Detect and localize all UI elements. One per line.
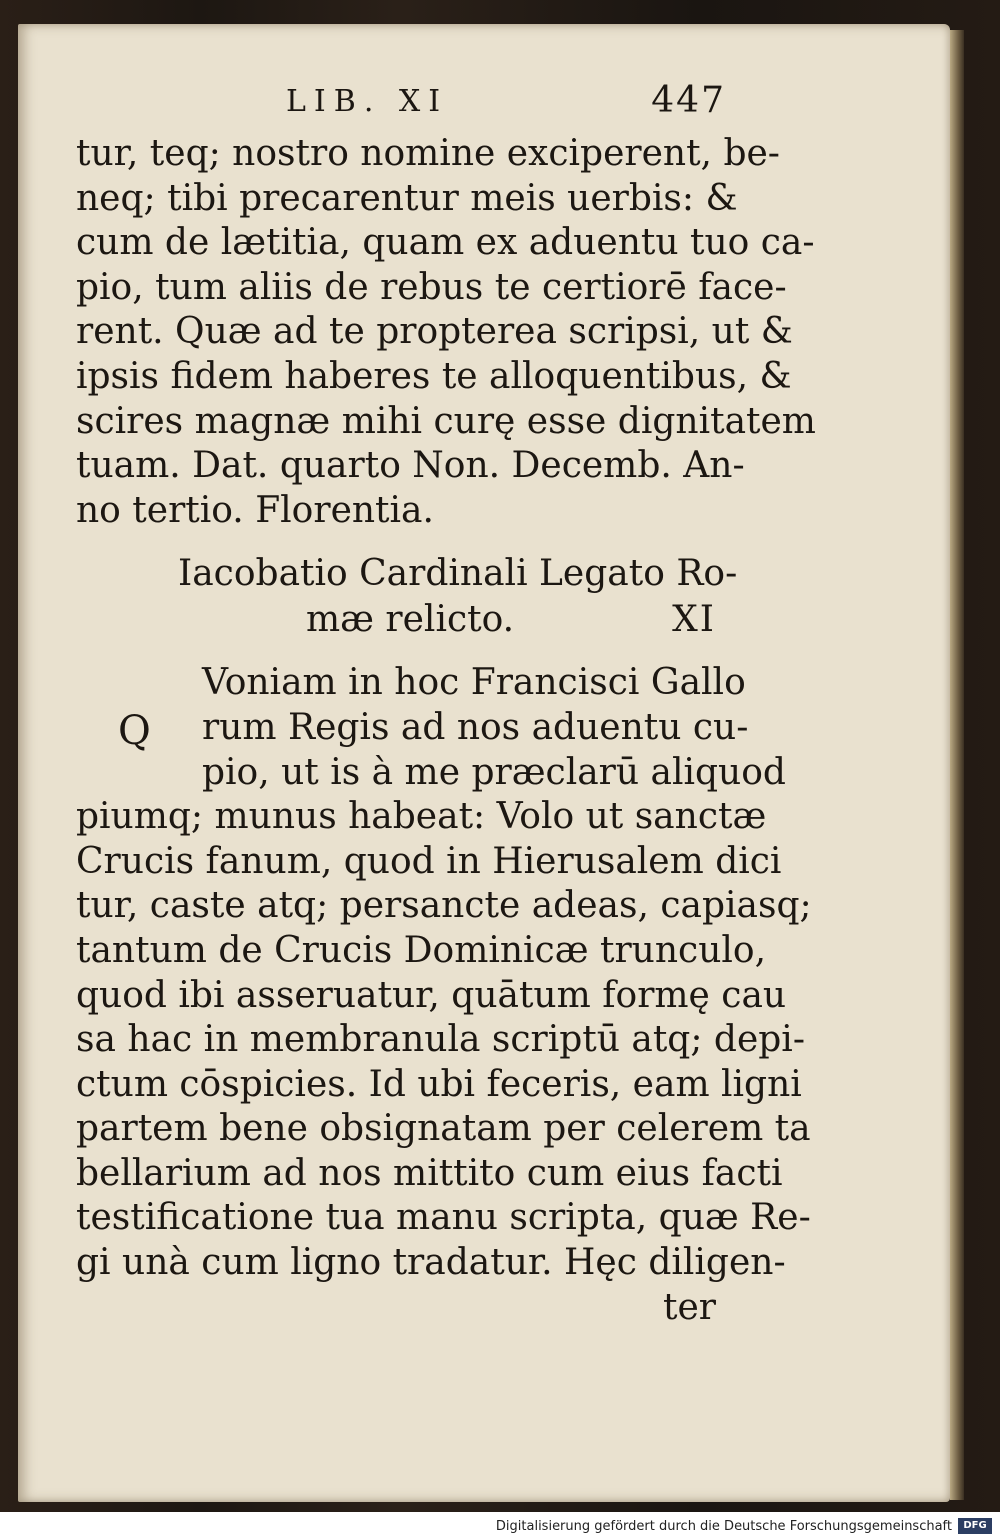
text-line: tantum de Crucis Dominicæ trunculo, <box>76 929 767 971</box>
heading-line-text: mæ relicto. <box>306 599 515 641</box>
running-head <box>76 72 736 132</box>
page-edge <box>950 30 964 1500</box>
text-line: ctum cōspicies. Id ubi feceris, eam ligni <box>76 1063 802 1105</box>
text-line: quod ibi asseruatur, quātum formę cau <box>76 974 787 1016</box>
text-line: pio, ut is à me præclarū aliquod <box>202 751 786 793</box>
dfg-logo: DFG <box>958 1518 992 1534</box>
text-line: ipsis fidem haberes te alloquentibus, & <box>76 355 792 397</box>
footer-bar <box>0 1512 1000 1540</box>
catchword: ter <box>663 1286 716 1328</box>
text-line: tur, teq; nostro nomine exciperent, be- <box>76 133 780 174</box>
text-line: testificatione tua manu scripta, quæ Re- <box>76 1197 811 1239</box>
letter-heading <box>76 551 736 643</box>
initial-letter: Q <box>118 708 151 755</box>
letter-number: XI <box>672 599 716 641</box>
indented-lines <box>76 661 786 795</box>
text-line: rum Regis ad nos aduentu cu- <box>202 706 749 748</box>
text-block <box>76 72 816 1330</box>
text-line: cum de lætitia, quam ex aduentu tuo ca- <box>76 222 815 264</box>
page-number: 447 <box>651 80 726 121</box>
letter-body <box>76 661 812 1330</box>
text-line: Voniam in hoc Francisci Gallo <box>202 662 746 704</box>
text-line: tur, caste atq; persancte adeas, capiasq; <box>76 885 812 927</box>
text-line: gi unà cum ligno tradatur. Hęc diligen- <box>76 1242 786 1284</box>
heading-line: Iacobatio Cardinali Legato Ro- <box>178 553 738 595</box>
book-number: LIB. XI <box>286 84 449 119</box>
text-line: Crucis fanum, quod in Hierusalem dici <box>76 840 782 882</box>
text-line: partem bene obsignatam per celerem ta <box>76 1108 811 1150</box>
text-line: pio, tum aliis de rebus te certiorē face- <box>76 266 787 308</box>
continuation-paragraph <box>76 132 816 533</box>
text-line: rent. Quæ ad te propterea scripsi, ut & <box>76 311 793 353</box>
text-line: piumq; munus habeat: Volo ut sanctæ <box>76 796 767 838</box>
text-line: scires magnæ mihi curę esse dignitatem <box>76 400 816 442</box>
text-line: sa hac in membranula scriptū atq; depi- <box>76 1019 805 1061</box>
text-line: neq; tibi precarentur meis uerbis: & <box>76 177 738 219</box>
text-line: no tertio. Florentia. <box>76 489 434 531</box>
funding-credit: Digitalisierung gefördert durch die Deutsche Forschungsgemeinschaft <box>495 1519 952 1534</box>
text-line: tuam. Dat. quarto Non. Decemb. An- <box>76 445 745 487</box>
heading-line <box>76 597 736 643</box>
text-line: bellarium ad nos mittito cum eius facti <box>76 1152 783 1194</box>
